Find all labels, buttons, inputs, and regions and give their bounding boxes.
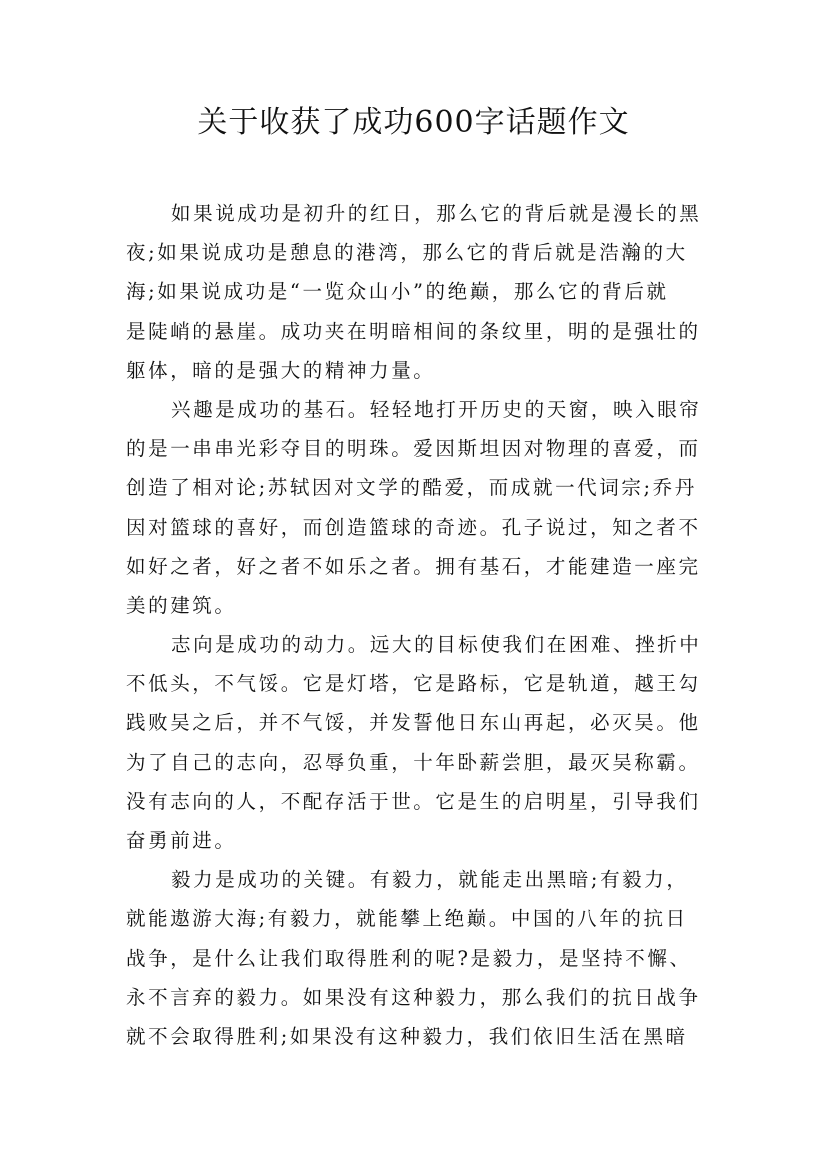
text-line: 践败吴之后，并不气馁，并发誓他日东山再起，必灭吴。他	[126, 711, 701, 735]
text-line: 毅力是成功的关键。有毅力，就能走出黑暗;有毅力，	[171, 868, 689, 892]
text-line: 创造了相对论;苏轼因对文学的酷爱，而成就一代词宗;乔丹	[126, 476, 697, 500]
text-line: 是陡峭的悬崖。成功夹在明暗相间的条纹里，明的是强壮的	[126, 319, 701, 343]
text-line: 没有志向的人，不配存活于世。它是生的启明星，引导我们	[126, 789, 701, 813]
text-line: 如好之者，好之者不如乐之者。拥有基石，才能建造一座完	[126, 554, 701, 578]
text-line: 因对篮球的喜好，而创造篮球的奇迹。孔子说过，知之者不	[126, 515, 701, 539]
document-title: 关于收获了成功600字话题作文	[197, 105, 630, 140]
text-line: 如果说成功是初升的红日，那么它的背后就是漫长的黑	[171, 202, 702, 225]
text-line: 就不会取得胜利;如果没有这种毅力，我们依旧生活在黑暗	[126, 1024, 688, 1048]
text-line: 奋勇前进。	[126, 829, 237, 852]
text-line: 的是一串串光彩夺目的明珠。爱因斯坦因对物理的喜爱，而	[126, 437, 701, 461]
text-line: 永不言弃的毅力。如果没有这种毅力，那么我们的抗日战争	[126, 985, 701, 1009]
text-line: 美的建筑。	[126, 593, 237, 617]
text-line: 志向是成功的动力。远大的目标使我们在困难、挫折中	[171, 633, 702, 657]
text-line: 夜;如果说成功是憩息的港湾，那么它的背后就是浩瀚的大	[126, 241, 688, 265]
text-line: 不低头，不气馁。它是灯塔，它是路标，它是轨道，越王勾	[126, 672, 701, 696]
text-line: 兴趣是成功的基石。轻轻地打开历史的天窗，映入眼帘	[171, 397, 702, 421]
document-body	[126, 194, 718, 1056]
text-line: 战争，是什么让我们取得胜利的呢?是毅力，是坚持不懈、	[126, 946, 692, 970]
text-line: 为了自己的志向，忍辱负重，十年卧薪尝胆，最灭吴称霸。	[126, 750, 701, 774]
text-line: 海;如果说成功是“一览众山小”的绝巅，那么它的背后就	[126, 280, 669, 304]
text-line: 就能遨游大海;有毅力，就能攀上绝巅。中国的八年的抗日	[126, 907, 688, 931]
text-line: 躯体，暗的是强大的精神力量。	[126, 358, 436, 382]
